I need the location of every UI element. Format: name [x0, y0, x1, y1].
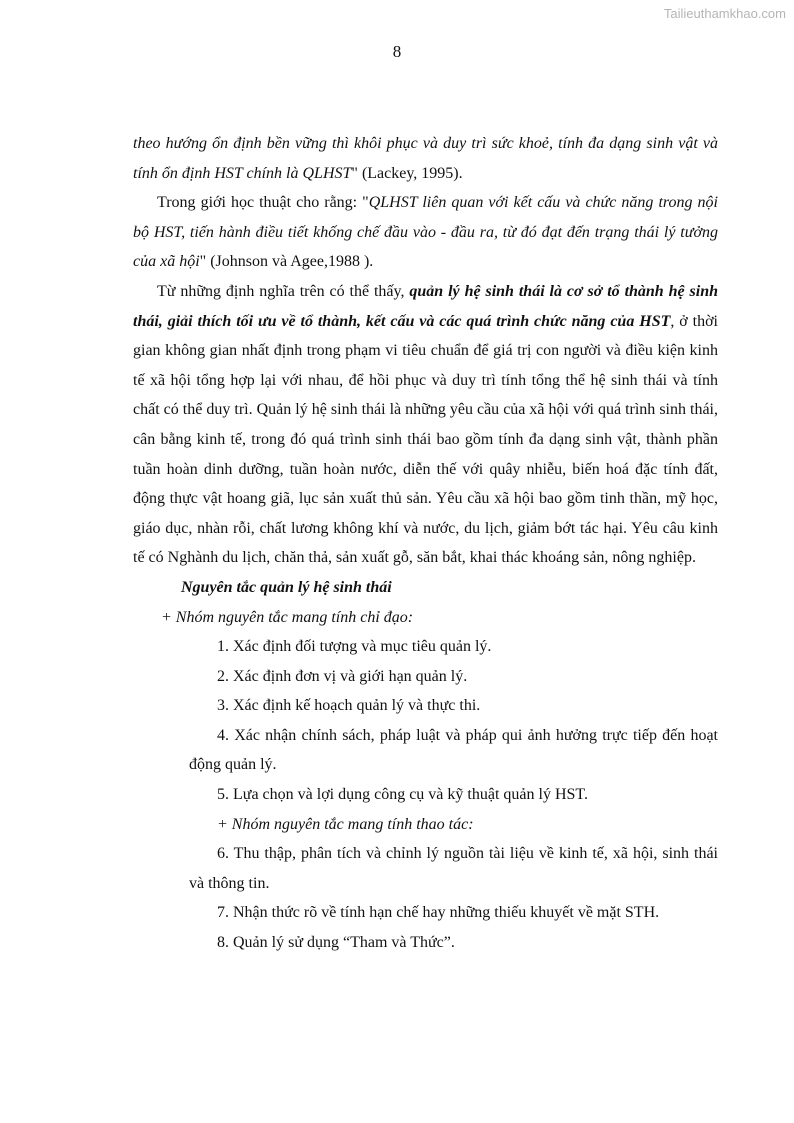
- paragraph-2: [133, 188, 718, 277]
- watermark: Tailieuthamkhao.com: [663, 6, 786, 21]
- list-item: 7. Nhận thức rõ về tính hạn chế hay những thiếu khuyết về mặt STH.: [217, 904, 660, 922]
- list-item: 4. Xác nhận chính sách, pháp luật và pháp qui ảnh hưởng trực tiếp đến hoạt động quản lý.: [189, 726, 718, 774]
- paragraph-1-quote: theo hướng ổn định bền vững thì khôi phục và duy trì sức khoẻ, tính đa dạng sinh vật và tính ổn định HST chính là QLHST: [133, 135, 718, 182]
- paragraph-2-lead: Trong giới học thuật cho rằng: ": [157, 194, 369, 212]
- paragraph-3-body: , ở thời gian không gian nhất định trong phạm vi tiêu chuẩn để giá trị con người và điều kiện kinh tế xã hội tổng hợp lại với nhau, để hồi phục và duy trì tính tổng thể hệ sinh thái và tính chất có thể duy trì. Quản lý hệ sinh thái là những yêu cầu của xã hội với quá trình sinh thái, cân bằng kinh tế, trong đó quá trình sinh thái bao gồm tính đa dạng sinh vật, thành phần tuần hoàn dinh dưỡng, tuần hoàn nước, diễn thế với quây nhiễu, biến hoá đặc tính đất, động thực vật hoang giã, lục sản xuất thủ sản. Yêu cầu xã hội bao gồm tinh thần, mỹ học, giáo dục, nhàn rỗi, chất lương không khí và nước, du lịch, giảm bớt tác hại. Yêu câu kinh tế có Nghành du lịch, chăn thả, sản xuất gỗ, săn bắt, khai thác khoáng sản, nông nghiệp.: [133, 312, 719, 567]
- list-item: 1. Xác định đối tượng và mục tiêu quản lý.: [217, 638, 492, 656]
- list-item: 8. Quản lý sử dụng “Tham và Thức”.: [217, 934, 455, 952]
- paragraph-3: [133, 277, 718, 573]
- paragraph-3-lead: Từ những định nghĩa trên có thể thấy,: [157, 282, 410, 300]
- page-number: 8: [392, 42, 402, 61]
- list-item: 5. Lựa chọn và lợi dụng công cụ và kỹ thuật quản lý HST.: [217, 786, 588, 804]
- list-item: 2. Xác định đơn vị và giới hạn quản lý.: [217, 667, 468, 685]
- section-heading: Nguyên tắc quản lý hệ sinh thái: [181, 578, 392, 596]
- list-item: 6. Thu thập, phân tích và chỉnh lý nguồn tài liệu về kinh tế, xã hội, sinh thái và thông tin.: [189, 845, 718, 892]
- paragraph-1-citation: " (Lackey, 1995).: [351, 164, 463, 182]
- paragraph-2-quote: QLHST liên quan với kết cấu và chức năng trong nội bộ HST, tiến hành điều tiết khống chế đầu vào - đầu ra, từ đó đạt đến trạng thái lý tưởng của xã hội: [133, 194, 718, 271]
- list-item: 3. Xác định kế hoạch quản lý và thực thi.: [217, 697, 481, 715]
- paragraph-3-definition: quản lý hệ sinh thái là cơ sở tổ thành hệ sinh thái, giải thích tối ưu về tổ thành, kết cấu và các quá trình chức năng của HST: [133, 282, 718, 330]
- paragraph-1: [133, 129, 718, 188]
- page-body: [133, 129, 718, 958]
- paragraph-2-citation: " (Johnson và Agee,1988 ).: [199, 253, 374, 271]
- group-1-label: + Nhóm nguyên tắc mang tính chỉ đạo:: [161, 608, 414, 626]
- group-2-label: + Nhóm nguyên tắc mang tính thao tác:: [217, 815, 474, 833]
